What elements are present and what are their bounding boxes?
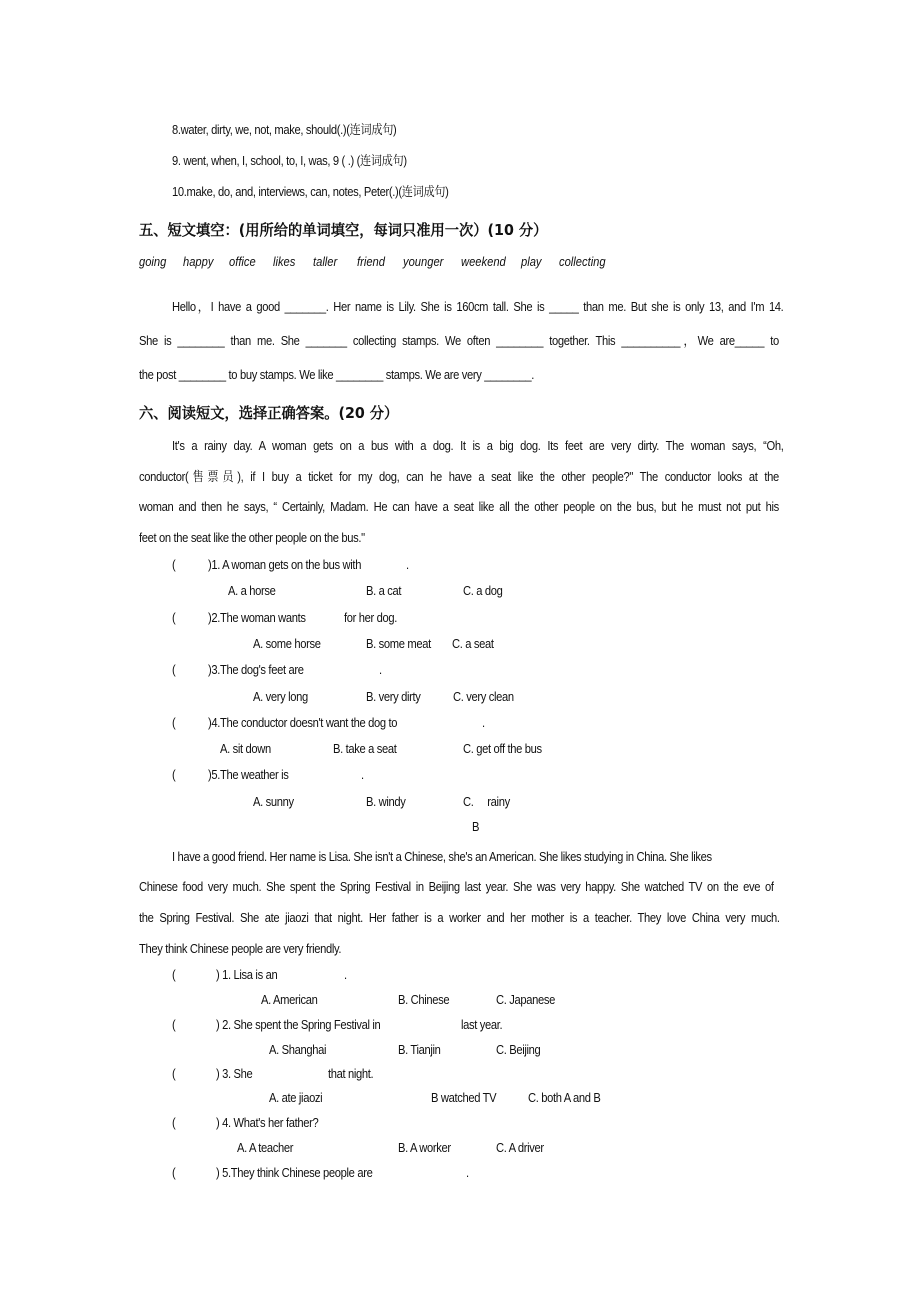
word-bank-item: likes xyxy=(273,254,296,269)
question-tail: . xyxy=(344,967,347,982)
passage-line: Chinese food very much. She spent the Spring Festival in Beijing last year. She was very happy. She watched TV on the eve of xyxy=(139,879,774,894)
question-text: ) 5.They think Chinese people are xyxy=(216,1165,373,1180)
question-tail: last year. xyxy=(461,1017,503,1032)
option-b: B. A worker xyxy=(398,1140,451,1155)
passage-line: woman and then he says, “ Certainly, Madam. He can have a seat like all the other people on the bus, but he must not put his xyxy=(139,499,779,514)
option-c: C. Beijing xyxy=(496,1042,541,1057)
option-b: B. very dirty xyxy=(366,689,421,704)
question-text: ) 4. What's her father? xyxy=(216,1115,319,1130)
option-b: B watched TV xyxy=(431,1090,497,1105)
option-a: A. some horse xyxy=(253,636,321,651)
answer-paren[interactable]: ( xyxy=(172,1165,176,1180)
passage-line: They think Chinese people are very friendly. xyxy=(139,941,342,956)
option-b: B. take a seat xyxy=(333,741,397,756)
question-tail: . xyxy=(379,662,382,677)
option-b: B. Tianjin xyxy=(398,1042,441,1057)
question-tail: . xyxy=(361,767,364,782)
option-c: C. very clean xyxy=(453,689,514,704)
option-b: B. windy xyxy=(366,794,406,809)
passage-line: It's a rainy day. A woman gets on a bus with a dog. It is a big dog. Its feet are very dirty. The woman says, “Oh, xyxy=(172,438,784,453)
answer-paren[interactable]: ( xyxy=(172,715,176,730)
option-b: B. Chinese xyxy=(398,992,450,1007)
option-c: C. both A and B xyxy=(528,1090,601,1105)
option-a: A. sit down xyxy=(220,741,271,756)
option-a: A. a horse xyxy=(228,583,276,598)
option-a: A. A teacher xyxy=(237,1140,294,1155)
word-bank-item: going xyxy=(139,254,167,269)
passage-line: conductor(售票员), if I buy a ticket for my dog, can he have a seat like the other people?" The conductor looks at the xyxy=(139,469,779,484)
option-c: C. Japanese xyxy=(496,992,555,1007)
option-c: C. a seat xyxy=(452,636,494,651)
question-text: )3.The dog's feet are xyxy=(208,662,304,677)
option-a: A. ate jiaozi xyxy=(269,1090,323,1105)
option-b: B. some meat xyxy=(366,636,431,651)
answer-paren[interactable]: ( xyxy=(172,1066,176,1081)
cloze-line: Hello，I have a good _______. Her name is Lily. She is 160cm tall. She is _____ than me. But she is only 13, and I'm 14. xyxy=(172,299,784,314)
answer-paren[interactable]: ( xyxy=(172,767,176,782)
question-text: )1. A woman gets on the bus with xyxy=(208,557,362,572)
option-c: C. get off the bus xyxy=(463,741,542,756)
option-c: C. a dog xyxy=(463,583,503,598)
word-bank-item: collecting xyxy=(559,254,606,269)
word-bank-item: office xyxy=(229,254,256,269)
cloze-line: She is ________ than me. She _______ collecting stamps. We often ________ together. This __________，We are_____ to xyxy=(139,333,779,348)
option-a: A. American xyxy=(261,992,318,1007)
option-a: A. very long xyxy=(253,689,308,704)
answer-paren[interactable]: ( xyxy=(172,557,176,572)
option-a: A. sunny xyxy=(253,794,294,809)
question-text: ) 2. She spent the Spring Festival in xyxy=(216,1017,381,1032)
section-b-label: B xyxy=(472,819,480,834)
question-text: ) 1. Lisa is an xyxy=(216,967,278,982)
answer-paren[interactable]: ( xyxy=(172,610,176,625)
question-tail: . xyxy=(482,715,485,730)
answer-paren[interactable]: ( xyxy=(172,662,176,677)
answer-paren[interactable]: ( xyxy=(172,1115,176,1130)
section-heading: 六、阅读短文，选择正确答案。(20 分） xyxy=(139,404,399,422)
option-c: C. rainy xyxy=(463,794,510,809)
question-text: )4.The conductor doesn't want the dog to xyxy=(208,715,398,730)
question-8: 8.water, dirty, we, not, make, should(.)(连词成句) xyxy=(172,122,397,137)
question-tail: . xyxy=(406,557,409,572)
option-c: C. A driver xyxy=(496,1140,544,1155)
word-bank-item: friend xyxy=(357,254,385,269)
option-a: A. Shanghai xyxy=(269,1042,327,1057)
section-heading: 五、短文填空：(用所给的单词填空，每词只准用一次）(10 分） xyxy=(139,221,548,239)
word-bank-item: younger xyxy=(403,254,444,269)
option-b: B. a cat xyxy=(366,583,402,598)
answer-paren[interactable]: ( xyxy=(172,967,176,982)
passage-line: I have a good friend. Her name is Lisa. She isn't a Chinese, she's an American. She likes studying in China. She likes xyxy=(172,849,712,864)
cloze-line: the post ________ to buy stamps. We like ________ stamps. We are very ________. xyxy=(139,367,535,382)
word-bank-item: play xyxy=(521,254,542,269)
passage-line: the Spring Festival. She ate jiaozi that night. Her father is a worker and her mother is a teacher. They love China very much. xyxy=(139,910,780,925)
word-bank-item: happy xyxy=(183,254,214,269)
question-10: 10.make, do, and, interviews, can, notes, Peter(.)(连词成句) xyxy=(172,184,449,199)
question-text: ) 3. She xyxy=(216,1066,253,1081)
question-text: )5.The weather is xyxy=(208,767,289,782)
question-9: 9. went, when, I, school, to, I, was, 9 ( .) (连词成句) xyxy=(172,153,407,168)
question-tail: . xyxy=(466,1165,469,1180)
question-tail: that night. xyxy=(328,1066,374,1081)
question-tail: for her dog. xyxy=(344,610,398,625)
word-bank-item: taller xyxy=(313,254,338,269)
word-bank-item: weekend xyxy=(461,254,506,269)
question-text: )2.The woman wants xyxy=(208,610,306,625)
passage-line: feet on the seat like the other people on the bus." xyxy=(139,530,365,545)
answer-paren[interactable]: ( xyxy=(172,1017,176,1032)
